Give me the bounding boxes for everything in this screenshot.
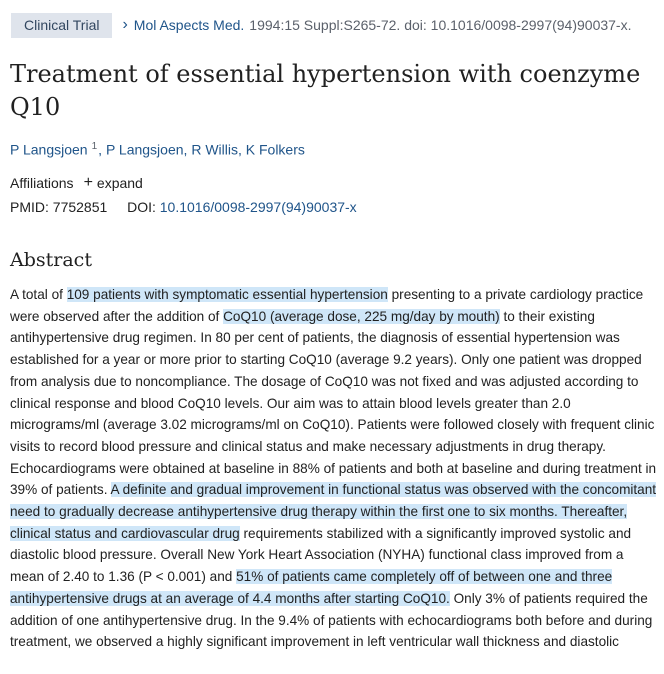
identifiers [10,199,357,215]
abstract-segment: to their existing antihypertensive drug regimen. In 80 per cent of patients, the diagnosis of essential hypertension was established for a year or more prior to starting CoQ10 (average 9.2 years). Only one patient was dropped from analysis due to noncompliance. The dosage of CoQ10 was not fixed and was adjusted according to clinical response and blood CoQ10 levels. Our aim was to attain blood levels greater than 2.0 micrograms/ml (average 3.02 micrograms/ml on CoQ10). Patients were followed closely with frequent clinic visits to record blood pressure and clinical status and make necessary adjustments in drug therapy. Echocardiograms were obtained at baseline in 88% of patients and both at baseline and during treatment in 39% of patients. [10,308,657,498]
chevron-right-icon[interactable]: › [122,16,128,33]
expand-toggle[interactable]: expand [96,175,143,191]
abstract-heading: Abstract [10,249,92,271]
affiliations-row [10,175,143,191]
affiliations-label: Affiliations [10,175,74,191]
highlighted-text: 109 patients with symptomatic essential hypertension [66,287,388,302]
abstract-segment: requirements stabilized with a significantly improved systolic and diastolic blood pressure. Overall New York Heart Association (NYHA) functional class improved from a mean of 2.40 to 1.36 (P < 0.001) and [10,525,632,585]
highlighted-text: 51% of patients came completely off of between one and three antihypertensive drugs at an average of 4.4 months after starting CoQ10. [10,569,613,606]
citation [122,17,631,33]
doi-link[interactable]: 10.1016/0098-2997(94)90037-x [159,199,357,215]
abstract-segment: Only 3% of patients required the addition of one antihypertensive drug. In the 9.4% of patients with echocardiograms both before and during treatment, we observed a highly significant improvement in left ventricular wall thickness and diastolic [10,590,653,650]
journal-link[interactable]: Mol Aspects Med. [133,17,245,33]
plus-icon[interactable]: + [83,174,93,191]
abstract-segment: A total of [10,287,67,302]
author-link[interactable]: P Langsjoen [105,141,184,158]
author-link[interactable]: K Folkers [245,141,305,158]
highlighted-text: A definite and gradual improvement in functional status was observed with the concomitant need to gradually decrease antihypertensive drug therapy within the first one to six months. Thereafter, clinical status and cardiovascular drug [10,482,657,541]
pmid-value: 7752851 [52,199,108,215]
author-separator: , [183,141,192,158]
pmid-label: PMID: [10,199,49,215]
author-separator: , [98,141,106,158]
affiliation-ref[interactable]: 1 [91,141,98,152]
article-title: Treatment of essential hypertension with coenzyme Q10 [10,60,641,121]
highlighted-text: CoQ10 (average dose, 225 mg/day by mouth) [223,308,500,324]
author-link[interactable]: P Langsjoen [10,141,88,158]
clinical-trial-badge[interactable]: Clinical Trial [11,13,112,38]
abstract-text [10,284,660,653]
author-separator: , [237,141,246,158]
doi-label: DOI: [127,199,156,215]
author-link[interactable]: R Willis [191,141,238,158]
abstract-segment: presenting to a private cardiology practice were observed after the addition of [10,287,644,324]
author-list [10,141,305,158]
citation-bar [11,12,664,38]
citation-details: 1994:15 Suppl:S265-72. doi: 10.1016/0098-2997(94)90037-x. [249,17,632,33]
